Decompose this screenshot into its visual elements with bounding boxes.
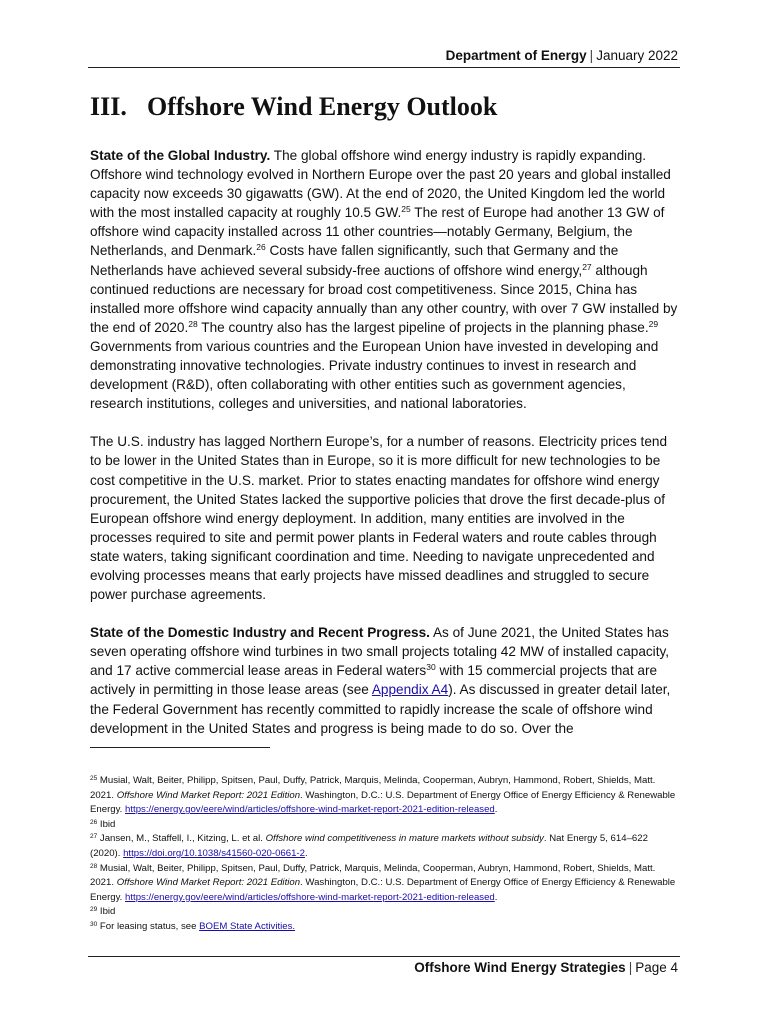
footnote-italic: Offshore wind competitiveness in mature markets without subsidy [265, 833, 544, 845]
paragraph-text: As of June 2021, the United States has seven operating offshore wind turbines in two small projects totaling 42 MW of installed capacity, and 17 active commercial lease areas in Federal waters [90, 625, 670, 679]
footnote-30 [90, 920, 680, 935]
footnote-ref[interactable]: 30 [426, 662, 436, 673]
footnote-text: Ibid [97, 906, 116, 918]
paragraph-lead: State of the Global Industry. [90, 148, 271, 163]
footnote-text: Jansen, M., Staffell, I., Kitzing, L. et al. [97, 833, 266, 845]
footnote-number: 28 [90, 862, 98, 870]
body-text [90, 146, 678, 757]
footnote-number: 29 [90, 906, 98, 914]
footer-rule [88, 956, 680, 957]
footnote-ref[interactable]: 25 [401, 204, 411, 215]
footnote-29 [90, 905, 680, 920]
paragraph-text: The country also has the largest pipeline of projects in the planning phase. [197, 319, 649, 335]
page-header [90, 48, 678, 66]
paragraph-text: The rest of Europe had another 13 GW of offshore wind capacity installed across 11 other countries—notably Germany, Belgium, the Netherlands, and Denmark. [90, 205, 665, 259]
footnote-link[interactable]: https://energy.gov/eere/wind/articles/offshore-wind-market-report-2021-edition-released [125, 891, 495, 903]
appendix-a4-link[interactable]: Appendix A4 [371, 682, 449, 698]
page-number: Page 4 [635, 960, 678, 975]
paragraph-text: Governments from various countries and the European Union have invested in developing and demonstrating innovative technologies. Private industry continues to invest in research and development (R&D), often collaborating with other entities such as government agencies, research institutions, colleges and universities, and national laboratories. [90, 338, 659, 412]
paragraph-text: Costs have fallen significantly, such that Germany and the Netherlands have achieved several subsidy-free auctions of offshore wind energy, [90, 243, 619, 278]
footnote-text: . [304, 847, 308, 859]
footnote-number: 30 [90, 920, 98, 928]
footnote-separator [90, 747, 270, 748]
section-number: III. [90, 92, 127, 121]
paragraph-text: with 15 commercial projects that are actively in permitting in those lease areas (see [90, 663, 658, 698]
header-date: January 2022 [596, 48, 678, 63]
footnote-text: . Washington, D.C.: U.S. Department of Energy Office of Energy Efficiency & Renewable Energy. [90, 789, 676, 816]
footnote-28 [90, 862, 680, 906]
footnote-ref[interactable]: 29 [648, 318, 659, 329]
footnote-link[interactable]: https://energy.gov/eere/wind/articles/offshore-wind-market-report-2021-edition-released [125, 804, 495, 816]
footnote-text: . [494, 804, 498, 816]
footnote-number: 26 [90, 818, 98, 826]
footnote-text: For leasing status, see [97, 920, 200, 932]
footnote-26 [90, 818, 680, 833]
footnote-italic: Offshore Wind Market Report: 2021 Edition [116, 789, 301, 801]
footnote-25 [90, 774, 680, 818]
paragraph-lead: State of the Domestic Industry and Recent Progress. [90, 625, 430, 641]
footnote-ref[interactable]: 28 [188, 318, 198, 329]
paragraph-global-industry [90, 146, 678, 413]
footnote-link[interactable]: https://doi.org/10.1038/s41560-020-0661-2 [123, 847, 305, 859]
footnotes [90, 774, 680, 935]
paragraph-us-industry: The U.S. industry has lagged Northern Europe’s, for a number of reasons. Electricity prices tend to be lower in the United States than in Europe, so it is more difficult for new technologies to be cost competitive in the U.S. market. Prior to states enacting mandates for offshore wind energy procurement, the United States lacked the supportive policies that drove the first decade-plus of European offshore wind energy deployment. In addition, many entities are involved in the processes required to site and permit power plants in Federal waters and route cables through state waters, taking significant coordination and time. Needing to navigate unprecedented and evolving processes means that early projects have missed deadlines and struggled to secure power purchase agreements. [90, 434, 668, 603]
paragraph-text: ). As discussed in greater detail later, the Federal Government has recently committed to rapidly increase the scale of offshore wind development in the United States and progress is being made to do so. Over the [90, 682, 671, 736]
footnote-text: Ibid [97, 818, 116, 830]
section-title [90, 92, 497, 122]
footnote-number: 27 [90, 833, 98, 841]
header-org: Department of Energy [445, 48, 587, 63]
footnote-text: Musial, Walt, Beiter, Philipp, Spitsen, Paul, Duffy, Patrick, Marquis, Melinda, Cooperman, Aubryn, Hammond, Robert, Shields, Matt. 2021. [90, 775, 656, 801]
header-separator: | [589, 48, 594, 63]
boem-state-activities-link[interactable]: BOEM State Activities. [199, 920, 296, 932]
paragraph-text: The global offshore wind energy industry is rapidly expanding. Offshore wind technology evolved in Northern Europe over the past 20 years and global installed capacity now exceeds 30 gigawatts (GW). At the end of 2020, the United Kingdom led the world with the most installed capacity at roughly 10.5 GW. [90, 148, 671, 221]
footnote-italic: Offshore Wind Market Report: 2021 Edition [116, 877, 301, 889]
footnote-text: . [494, 891, 498, 903]
page-footer [90, 960, 678, 975]
footnote-ref[interactable]: 26 [256, 242, 266, 253]
footnote-27 [90, 832, 680, 861]
footer-separator: | [628, 960, 633, 975]
section-title-text: Offshore Wind Energy Outlook [147, 92, 498, 121]
footer-doc-title: Offshore Wind Energy Strategies [414, 960, 626, 975]
header-rule [88, 67, 680, 68]
footnote-ref[interactable]: 27 [582, 261, 592, 272]
paragraph-text: although continued reductions are necessary for broad cost competitiveness. Since 2015, China has installed more offshore wind capacity annually than any other country, with over 7 GW installed by the end of 2020. [90, 262, 678, 335]
footnote-text: . Washington, D.C.: U.S. Department of Energy Office of Energy Efficiency & Renewable Energy. [90, 877, 676, 903]
footnote-number: 25 [90, 775, 98, 782]
footnote-text: Musial, Walt, Beiter, Philipp, Spitsen, Paul, Duffy, Patrick, Marquis, Melinda, Cooperman, Aubryn, Hammond, Robert, Shields, Matt. 2021. [90, 862, 656, 889]
footnote-text: . Nat Energy 5, 614–622 (2020). [90, 833, 648, 859]
paragraph-domestic-industry [90, 623, 678, 738]
